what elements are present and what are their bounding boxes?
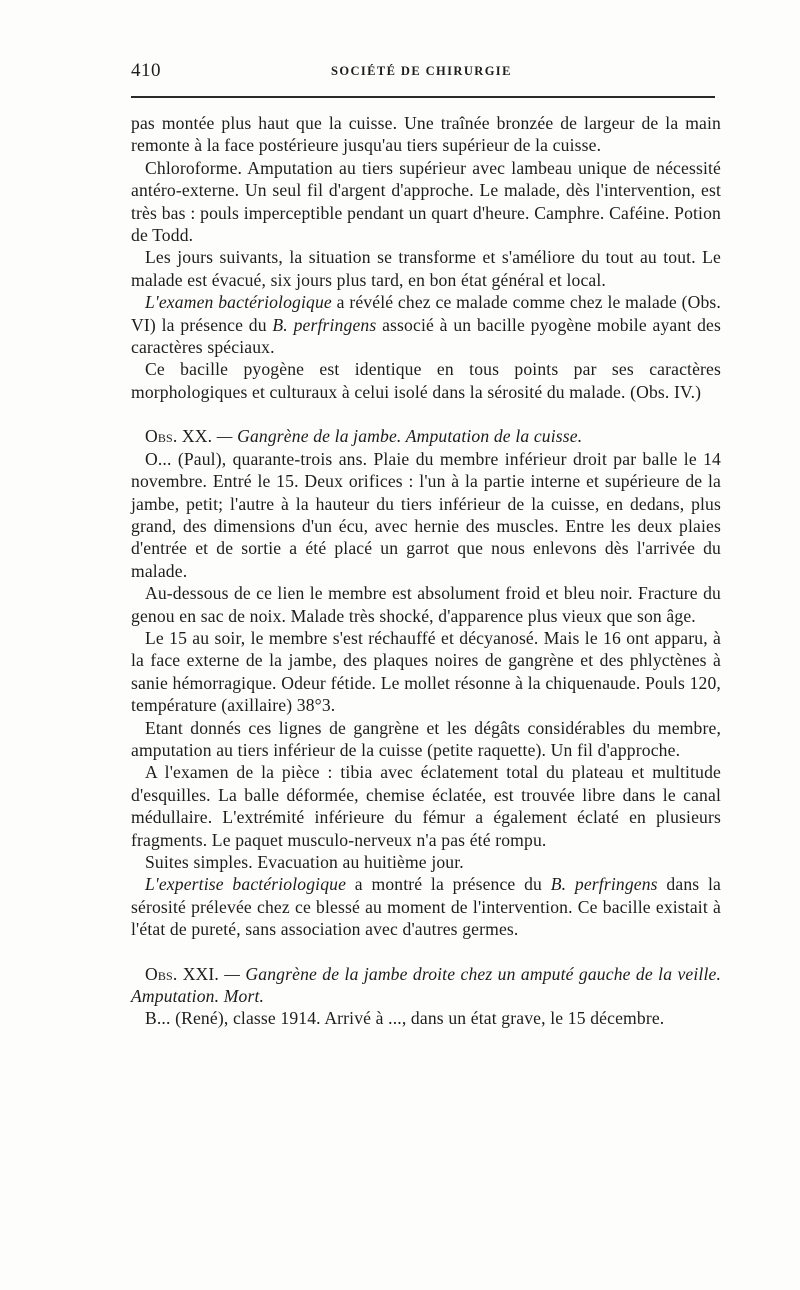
page-body xyxy=(131,112,721,1030)
observation-title: — Gangrène de la jambe. Amputation de la cuisse. xyxy=(212,426,583,447)
paragraph xyxy=(131,873,721,940)
paragraph: Suites simples. Evacuation au huitième jour. xyxy=(145,852,464,872)
observation-label: Obs. XX. xyxy=(145,426,213,447)
species-name: B. perfringens xyxy=(550,874,658,895)
paragraph xyxy=(131,291,721,358)
paragraph-text: dans la sérosité prélevée chez ce blessé au moment de l'intervention. Ce bacille existait à l'état de pureté, sans association avec d'autres germes. xyxy=(131,874,721,940)
observation-label: Obs. XXI. xyxy=(145,963,219,984)
observation-title: — Gangrène de la jambe droite chez un amputé gauche de la veille. Amputation. Mort. xyxy=(131,963,721,1007)
paragraph: Etant donnés ces lignes de gangrène et les dégâts considérables du membre, amputation au tiers inférieur de la cuisse (petite raquette). Un fil d'approche. xyxy=(131,717,721,760)
paragraph: Les jours suivants, la situation se transforme et s'améliore du tout au tout. Le malade est évacué, six jours plus tard, en bon état général et local. xyxy=(131,247,721,290)
running-title: SOCIÉTÉ DE CHIRURGIE xyxy=(331,64,512,78)
paragraph-text: associé à un bacille pyogène mobile ayant des caractères spéciaux. xyxy=(131,314,721,358)
paragraph: Au-dessous de ce lien le membre est absolument froid et bleu noir. Fracture du genou en sac de noix. Malade très shocké, d'apparence plus vieux que son âge. xyxy=(131,583,721,626)
italic-lead: L'expertise bactériologique xyxy=(145,874,347,895)
paragraph: Le 15 au soir, le membre s'est réchauffé et décyanosé. Mais le 16 ont apparu, à la face externe de la jambe, des plaques noires de gangrène et des phlyctènes à sanie hémorragique. Odeur fétide. Le mollet résonne à la chiquenaude. Pouls 120, température (axillaire) 38°3. xyxy=(131,627,721,716)
page-header xyxy=(131,56,715,86)
species-name: B. perfringens xyxy=(272,314,377,335)
observation-heading xyxy=(131,963,721,1008)
paragraph-text: a montré la présence du xyxy=(346,874,551,895)
paragraph: Ce bacille pyogène est identique en tous points par ses caractères morphologiques et culturaux à celui isolé dans la sérosité du malade. (Obs. IV.) xyxy=(131,359,721,402)
paragraph: O... (Paul), quarante-trois ans. Plaie du membre inférieur droit par balle le 14 novembre. Entré le 15. Deux orifices : l'un à la partie interne et supérieure de la jambe, petit; l'autre à la hauteur du tiers inférieur de la cuisse, en dedans, plus grand, des dimensions d'un écu, avec hernie des muscles. Entre les deux plaies d'entrée et de sortie a été placé un garrot que nous enlevons dès l'arrivée du malade. xyxy=(131,448,721,581)
italic-lead: L'examen bactériologique xyxy=(145,292,332,313)
page-number: 410 xyxy=(131,60,161,81)
paragraph: B... (René), classe 1914. Arrivé à ..., dans un état grave, le 15 décembre. xyxy=(145,1008,665,1029)
observation-heading xyxy=(131,425,721,447)
paragraph-text: a révélé chez ce malade comme chez le malade (Obs. VI) la présence du xyxy=(131,292,721,335)
paragraph: pas montée plus haut que la cuisse. Une traînée bronzée de largeur de la main remonte à la face postérieure jusqu'au tiers supérieur de la cuisse. xyxy=(131,113,721,156)
header-rule xyxy=(131,96,715,98)
paragraph: A l'examen de la pièce : tibia avec éclatement total du plateau et multitude d'esquilles. La balle déformée, chemise éclatée, est trouvée libre dans le canal médullaire. L'extrémité inférieure du fémur a également éclaté en plusieurs fragments. Le paquet musculo-nerveux n'a pas été rompu. xyxy=(131,762,721,850)
paragraph: Chloroforme. Amputation au tiers supérieur avec lambeau unique de nécessité antéro-externe. Un seul fil d'argent d'approche. Le malade, dès l'intervention, est très bas : pouls imperceptible pendant un quart d'heure. Camphre. Caféine. Potion de Todd. xyxy=(131,157,721,246)
